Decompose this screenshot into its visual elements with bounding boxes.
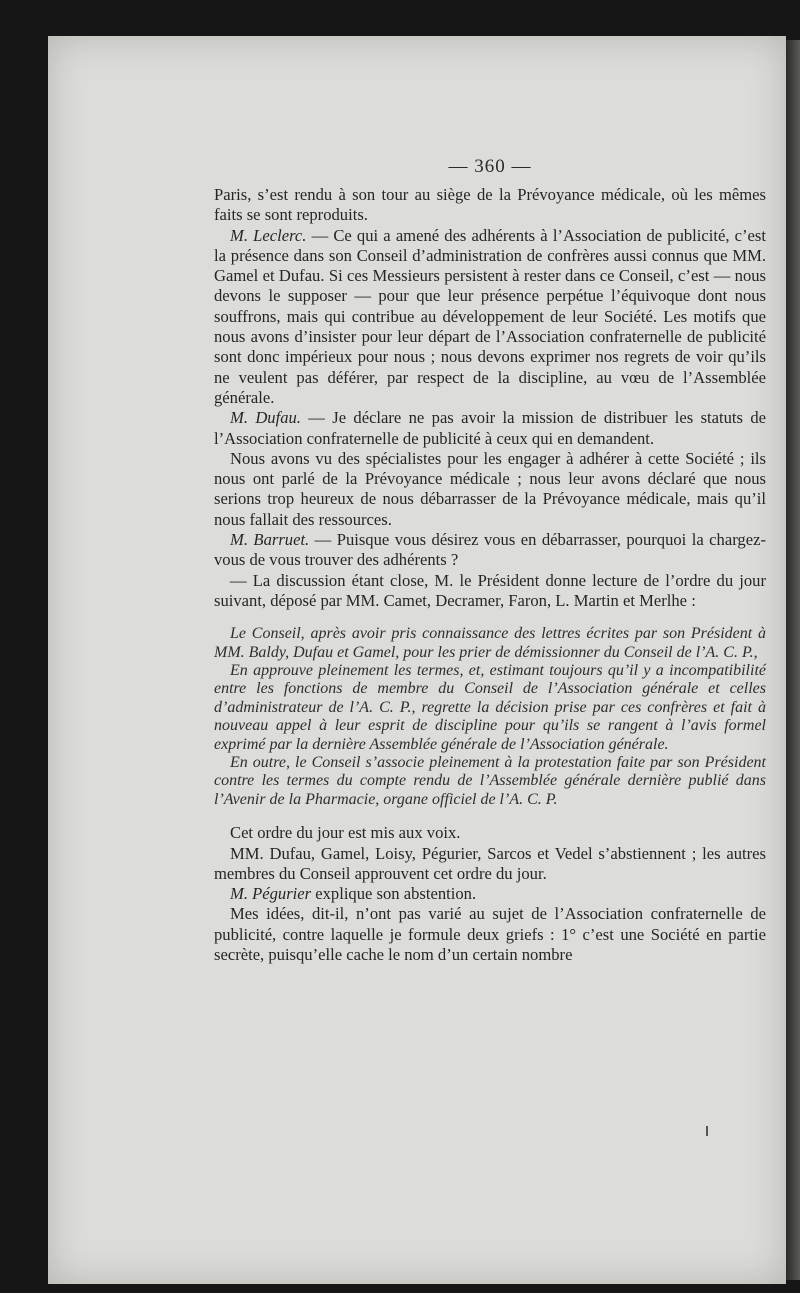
speaker-name: M. Pégurier: [230, 884, 312, 904]
speaker-name: M. Barruet.: [230, 530, 310, 550]
scan-mark: [706, 1126, 708, 1136]
page-number: — 360 —: [448, 156, 532, 177]
speech-text: — Puisque vous désirez vous en débarrasser, pourquoi la chargez-vous de vous trouver des adhérents ?: [214, 530, 766, 570]
page-edge: [786, 40, 800, 1280]
speech-text: explique son abstention.: [311, 884, 477, 904]
paragraph: [214, 884, 766, 904]
speaker-name: M. Leclerc.: [230, 225, 307, 245]
quote-paragraph: Le Conseil, après avoir pris connaissance des lettres écrites par son Président à MM. Baldy, Dufau et Gamel, pour les prier de démissionner du Conseil de l’A. C. P.,: [214, 625, 766, 661]
paragraph: — La discussion étant close, M. le Président donne lecture de l’ordre du jour suivant, déposé par MM. Camet, Decramer, Faron, L. Martin et Merlhe :: [214, 570, 766, 610]
quote-paragraph: En approuve pleinement les termes, et, estimant toujours qu’il y a incompatibilité entre les fonctions de membre du Conseil de l’Association générale et celles d’administrateur de l’A. C. P., regrette la décision prise par ces confrères et fait à nouveau appel à leur esprit de discipline pour qu’ils se rangent à l’avis formel exprimé par la dernière Assemblée générale de l’Association générale.: [214, 662, 766, 753]
paragraph: [214, 226, 766, 409]
paragraph: MM. Dufau, Gamel, Loisy, Pégurier, Sarcos et Vedel s’abstiennent ; les autres membres du Conseil approuvent cet ordre du jour.: [214, 843, 766, 883]
paragraph: Mes idées, dit-il, n’ont pas varié au sujet de l’Association confraternelle de publicité, contre laquelle je formule deux griefs : 1° c’est une Société en partie secrète, puisqu’elle cache le nom d’un certain nombre: [214, 904, 766, 965]
speaker-name: M. Dufau.: [230, 408, 301, 428]
speech-text: — Ce qui a amené des adhérents à l’Association de publicité, c’est la présence dans son Conseil d’administration de confrères aussi connus que MM. Gamel et Dufau. Si ces Messieurs persistent à rester dans ce Conseil, c’est — nous devons le supposer — pour que leur présence perpétue l’équivoque dont nous souffrons, mais qui contribue au développement de leur Société. Les motifs que nous avons d’insister pour leur départ de l’Association confraternelle de publicité sont donc impérieux pour nous ; nous devons exprimer nos regrets de voir qu’ils ne veulent pas déférer, par respect de la discipline, au vœu de l’Assemblée générale.: [214, 225, 766, 407]
paragraph: Paris, s’est rendu à son tour au siège de la Prévoyance médicale, où les mêmes faits se sont reproduits.: [214, 185, 766, 225]
paragraph: Nous avons vu des spécialistes pour les engager à adhérer à cette Société ; ils nous ont parlé de la Prévoyance médicale ; nous leur avons déclaré que nous serions trop heureux de nous débarrasser de la Prévoyance médicale, mais qu’il nous fallait des ressources.: [214, 448, 766, 529]
speech-text: — Je déclare ne pas avoir la mission de distribuer les statuts de l’Association confraternelle de publicité à ceux qui en demandent.: [214, 408, 766, 448]
paragraph: [214, 530, 766, 571]
page-body: [214, 185, 766, 965]
resolution-quote: [214, 625, 766, 809]
paragraph: [214, 408, 766, 449]
quote-paragraph: En outre, le Conseil s’associe pleinement à la protestation faite par son Président contre les termes du compte rendu de l’Assemblée générale dernière publié dans l’Avenir de la Pharmacie, organe officiel de l’A. C. P.: [214, 754, 766, 808]
paragraph: Cet ordre du jour est mis aux voix.: [230, 823, 461, 843]
